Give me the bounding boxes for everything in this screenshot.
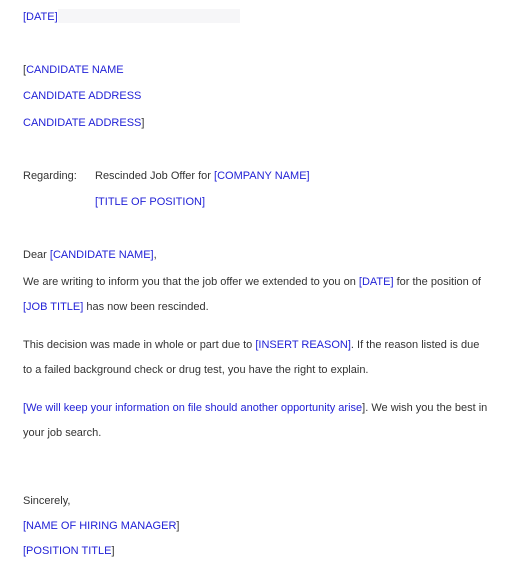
candidate-address-placeholder-2: CANDIDATE ADDRESS [23,117,142,129]
hiring-manager-placeholder: [NAME OF HIRING MANAGER [23,520,177,532]
offer-date-placeholder: [DATE] [358,276,394,288]
recipient-name-line [23,64,124,77]
position-title-line [23,545,115,558]
date-line [23,11,58,24]
regarding-label: Regarding: [23,170,77,182]
insert-reason-placeholder: [INSERT REASON] [255,339,351,351]
para3-text-1: . We wish you the best in [365,402,488,414]
date-highlight [58,9,240,23]
paragraph-2-line-1 [23,339,479,352]
para1-text-3: has now been rescinded. [83,301,209,313]
job-title-placeholder: [JOB TITLE] [23,301,84,313]
paragraph-1-line-2 [23,301,209,314]
para3-text-2: your job search. [23,427,102,439]
closing-signoff [23,495,70,508]
position-title-placeholder: [POSITION TITLE [23,545,112,557]
salutation [23,249,157,262]
hiring-manager-close-bracket: ] [176,520,180,532]
paragraph-2-line-2 [23,364,369,377]
recipient-address-line-1 [23,90,141,103]
para2-text-2: . If the reason listed is due [350,339,480,351]
future-opportunity-placeholder: We will keep your information on file should another opportunity arise [26,402,363,414]
hiring-manager-line [23,520,179,533]
regarding-position-line [95,196,205,209]
salutation-suffix: , [153,249,157,261]
company-name-placeholder: [COMPANY NAME] [214,170,310,182]
signoff-text: Sincerely, [23,495,71,507]
regarding-subject [95,170,310,183]
salutation-prefix: Dear [23,249,50,261]
candidate-address-placeholder-1: CANDIDATE ADDRESS [23,90,142,102]
para2-text-3: to a failed background check or drug test, you have the right to explain. [23,364,369,376]
recipient-open-bracket: [ [23,64,27,76]
paragraph-1-line-1 [23,276,481,289]
regarding-line [23,170,77,183]
para3-close-bracket: ] [362,402,366,414]
para2-text-1: This decision was made in whole or part due to [23,339,256,351]
paragraph-3-line-1 [23,402,487,415]
para1-text-1: We are writing to inform you that the job offer we extended to you on [23,276,359,288]
title-of-position-placeholder: [TITLE OF POSITION] [95,196,206,208]
position-title-close-bracket: ] [111,545,115,557]
candidate-name-placeholder: CANDIDATE NAME [26,64,124,76]
para1-text-2: for the position of [393,276,481,288]
regarding-text: Rescinded Job Offer for [95,170,215,182]
date-placeholder: [DATE] [23,11,58,23]
recipient-address-line-2 [23,117,144,130]
paragraph-3-line-2 [23,427,101,440]
para3-open-bracket: [ [23,402,27,414]
salutation-name-placeholder: [CANDIDATE NAME] [49,249,154,261]
recipient-close-bracket: ] [141,117,145,129]
